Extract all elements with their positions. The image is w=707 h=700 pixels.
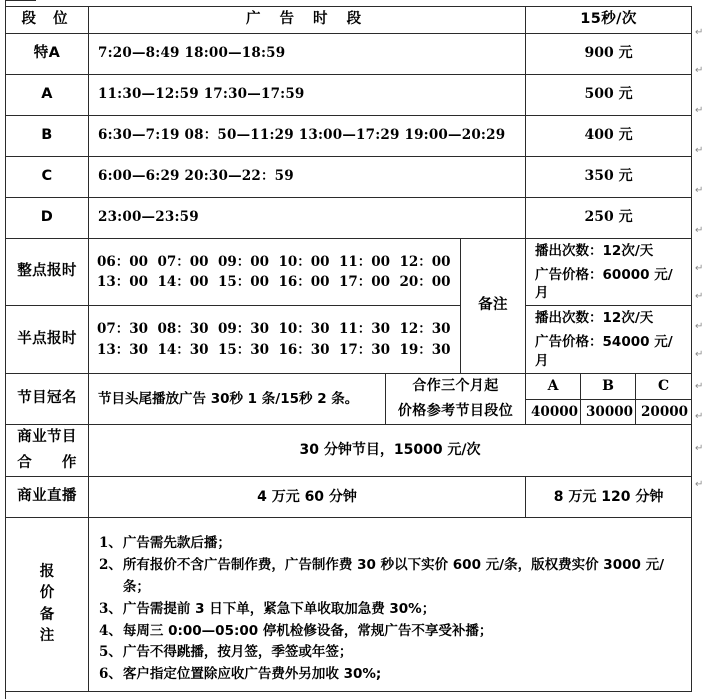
table-header-row: [6, 7, 692, 34]
sponsorship-row: [6, 373, 692, 424]
tier-name-cell: [6, 33, 89, 74]
paragraph-mark-icon: ↵: [695, 443, 704, 454]
table-row: [6, 74, 692, 115]
program-cooperation-label-line-2: 合 作: [17, 454, 77, 471]
half-hourly-chime-remark-cell: [526, 306, 692, 374]
half-hourly-chime-label-cell: [6, 306, 89, 374]
tier-name: A: [41, 85, 53, 102]
sponsorship-description: 节目头尾播放广告 30秒 1 条/15秒 2 条。: [98, 390, 359, 407]
sponsorship-condition-line-2: 价格参考节目段位: [397, 402, 514, 419]
paragraph-mark-icon: ↵: [695, 185, 704, 196]
header-cell-price: [526, 7, 692, 34]
tier-slots-cell: [89, 197, 526, 238]
tier-slots-cell: [89, 115, 526, 156]
tier-price: 250 元: [584, 209, 633, 226]
tier-b-header-cell: [581, 374, 635, 399]
tier-price: 500 元: [584, 86, 633, 103]
list-item: [99, 555, 685, 599]
tier-price: 900 元: [584, 45, 633, 62]
chime-time: 09：00: [218, 253, 270, 270]
tier-slots: 7:20—8:49 18:00—18:59: [98, 45, 286, 62]
chime-time: 17：00: [339, 273, 391, 290]
half-hourly-ad-price: 广告价格：54000 元/月: [535, 334, 673, 369]
paragraph-mark-icon: ↵: [695, 321, 704, 332]
chime-time: 09：30: [218, 321, 270, 338]
tier-a-price-cell: [526, 399, 580, 424]
chime-time: 19：30: [399, 341, 451, 358]
tier-price-cell: [526, 115, 692, 156]
paragraph-mark-icon: ↵: [695, 225, 704, 236]
notes-label-char: 报: [39, 563, 55, 580]
header-slots-label: 广 告 时 段: [245, 11, 369, 27]
paragraph-mark-icon: ↵: [695, 145, 704, 156]
chime-time: 12：30: [399, 321, 451, 338]
tier-slots-cell: [89, 33, 526, 74]
chime-remark-label: 备注: [478, 296, 508, 313]
chime-time: 06：00: [97, 253, 149, 270]
notes-label-char: 价: [39, 585, 55, 602]
chime-time: 13：30: [97, 341, 149, 358]
sponsorship-label-cell: [6, 373, 89, 424]
program-cooperation-value: 30 分钟节目，15000 元/次: [299, 442, 481, 459]
tier-b-header: B: [602, 377, 614, 394]
sponsorship-description-cell: [89, 373, 386, 424]
tier-b-price: 30000: [586, 403, 633, 420]
half-hourly-chime-line-1: [89, 319, 460, 339]
note-text: 每周三 0:00—05:00 停机检修设备，常规广告不享受补播；: [122, 622, 493, 639]
tier-price: 350 元: [584, 168, 633, 185]
hourly-chime-line-2: [89, 272, 460, 292]
tier-name: B: [41, 126, 53, 143]
quotation-notes-row: [6, 518, 692, 692]
list-item: [99, 621, 685, 643]
list-item: [99, 664, 685, 686]
table-row: [6, 115, 692, 156]
tier-price-cell: [526, 74, 692, 115]
tier-a-price: 40000: [531, 403, 578, 420]
note-index: 4、: [99, 622, 122, 639]
paragraph-mark-icon: ↵: [695, 291, 704, 302]
note-text: 客户指定位置除应收广告费外另加收 30%;: [122, 666, 382, 683]
tier-price-cell: [526, 197, 692, 238]
sponsorship-tier-b-table: [581, 374, 635, 424]
tier-price-cell: [526, 33, 692, 74]
note-text: 所有报价不含广告制作费，广告制作费 30 秒以下实价 600 元/条，版权费实价 3000 元/条；: [122, 556, 665, 595]
notes-leading-blank-line: [99, 522, 685, 533]
live-broadcast-row: [6, 477, 692, 518]
advertising-rate-table: [5, 6, 692, 692]
tier-c-price: 20000: [641, 403, 688, 420]
half-hourly-chime-times-cell: [89, 306, 461, 374]
list-item: [99, 533, 685, 555]
program-cooperation-value-cell: [89, 424, 692, 476]
header-cell-tier: [6, 7, 89, 34]
chime-time: 12：00: [399, 253, 451, 270]
note-text: 广告需提前 3 日下单，紧急下单收取加急费 30%；: [122, 600, 436, 617]
table-row: [6, 33, 692, 74]
paragraph-mark-icon: ↵: [695, 263, 704, 274]
live-broadcast-label-cell: [6, 477, 89, 518]
live-broadcast-option-1: 4 万元 60 分钟: [257, 488, 357, 505]
chime-time: 15：00: [218, 273, 270, 290]
sponsorship-condition-line-1: 合作三个月起: [412, 378, 499, 395]
tier-name-cell: [6, 74, 89, 115]
sponsorship-tier-c-cell: [636, 373, 692, 424]
chime-time: 11：30: [339, 321, 391, 338]
hourly-chime-remark-cell: [526, 238, 692, 306]
half-hourly-chime-line-2: [89, 340, 460, 360]
list-item: [99, 599, 685, 621]
sponsorship-tier-a-cell: [526, 373, 581, 424]
note-index: 5、: [99, 644, 122, 661]
chime-time: 14：30: [157, 341, 209, 358]
note-index: 6、: [99, 666, 122, 683]
tier-name-cell: [6, 115, 89, 156]
tier-b-price-cell: [581, 399, 635, 424]
chime-time: 13：00: [97, 273, 149, 290]
quotation-notes-label-cell: [6, 518, 89, 692]
tier-a-header-cell: [526, 374, 580, 399]
tier-slots: 11:30—12:59 17:30—17:59: [98, 86, 305, 103]
list-item: [99, 642, 685, 664]
program-cooperation-label-cell: [6, 424, 89, 476]
chime-time: 16：30: [278, 341, 330, 358]
tier-slots: 23:00—23:59: [98, 209, 199, 226]
paragraph-mark-icon: ↵: [695, 65, 704, 76]
half-hourly-chime-label: 半点报时: [17, 330, 77, 347]
tier-name: 特A: [33, 44, 61, 61]
half-hourly-chime-row: [6, 306, 692, 374]
paragraph-mark-icon: ↵: [695, 105, 704, 116]
program-cooperation-row: [6, 424, 692, 476]
note-index: 3、: [99, 600, 122, 617]
tier-a-header: A: [547, 377, 559, 394]
chime-time: 07：00: [157, 253, 209, 270]
chime-time: 11：00: [339, 253, 391, 270]
sponsorship-label: 节目冠名: [17, 390, 77, 407]
sponsorship-tier-c-table: [636, 374, 691, 424]
tier-price: 400 元: [584, 127, 633, 144]
tier-price-cell: [526, 156, 692, 197]
paragraph-mark-icon: ↵: [695, 411, 704, 422]
notes-label-char: 注: [39, 628, 55, 645]
chime-time: 08：30: [157, 321, 209, 338]
quotation-notes-content-cell: [89, 518, 692, 692]
live-broadcast-label: 商业直播: [17, 488, 77, 505]
tier-slots-cell: [89, 156, 526, 197]
hourly-chime-times-cell: [89, 238, 461, 306]
tier-slots: 6:00—6:29 20:30—22：59: [98, 168, 294, 185]
paragraph-mark-icon: ↵: [695, 381, 704, 392]
tier-name: C: [41, 167, 53, 184]
note-index: 2、: [99, 556, 122, 573]
tier-c-header: C: [657, 377, 670, 394]
chime-time: 10：30: [278, 321, 330, 338]
note-index: 1、: [99, 535, 122, 552]
half-hourly-broadcast-count: 播出次数：12次/天: [535, 310, 654, 327]
note-text: 广告不得跳播，按月签，季签或年签；: [122, 644, 353, 661]
tier-name-cell: [6, 156, 89, 197]
sponsorship-condition-cell: [386, 373, 526, 424]
header-price-label: 15秒/次: [580, 11, 637, 27]
quotation-notes-label: [6, 562, 88, 648]
tier-c-header-cell: [636, 374, 691, 399]
chime-time: 20：00: [399, 273, 451, 290]
quotation-notes-list: [89, 518, 691, 691]
table-row: [6, 156, 692, 197]
hourly-chime-line-1: [89, 252, 460, 272]
chime-time: 17：30: [339, 341, 391, 358]
hourly-chime-label: 整点报时: [17, 263, 77, 280]
header-cell-slots: [89, 7, 526, 34]
paragraph-mark-icon: ↵: [695, 27, 704, 38]
tier-name-cell: [6, 197, 89, 238]
chime-time: 14：00: [157, 273, 209, 290]
sponsorship-tier-b-cell: [581, 373, 636, 424]
tier-name: D: [40, 208, 54, 225]
hourly-ad-price: 广告价格：60000 元/月: [535, 266, 673, 301]
chime-time: 07：30: [97, 321, 149, 338]
note-text: 广告需先款后播；: [122, 535, 231, 552]
table-row: [6, 197, 692, 238]
tier-slots: 6:30—7:19 08：50—11:29 13:00—17:29 19:00—20:29: [98, 127, 506, 144]
live-broadcast-option-2: 8 万元 120 分钟: [553, 488, 664, 505]
notes-label-char: 备: [39, 606, 55, 623]
chime-time: 15：30: [218, 341, 270, 358]
table-bottom-corner-rule: [5, 691, 20, 699]
tier-slots-cell: [89, 74, 526, 115]
hourly-chime-label-cell: [6, 238, 89, 306]
tier-c-price-cell: [636, 399, 691, 424]
paragraph-mark-icon: ↵: [695, 349, 704, 360]
chime-time: 16：00: [278, 273, 330, 290]
program-cooperation-label-line-1: 商业节目: [17, 428, 77, 445]
paragraph-mark-column: [695, 6, 707, 490]
paragraph-mark-icon: ↵: [695, 479, 704, 490]
header-tier-label: 段 位: [21, 11, 74, 27]
live-broadcast-option-1-cell: [89, 477, 526, 518]
live-broadcast-option-2-cell: [526, 477, 692, 518]
chime-remark-label-cell: [461, 238, 526, 373]
hourly-chime-row: [6, 238, 692, 306]
sponsorship-tier-a-table: [526, 374, 580, 424]
chime-time: 10：00: [278, 253, 330, 270]
hourly-broadcast-count: 播出次数：12次/天: [535, 242, 654, 259]
